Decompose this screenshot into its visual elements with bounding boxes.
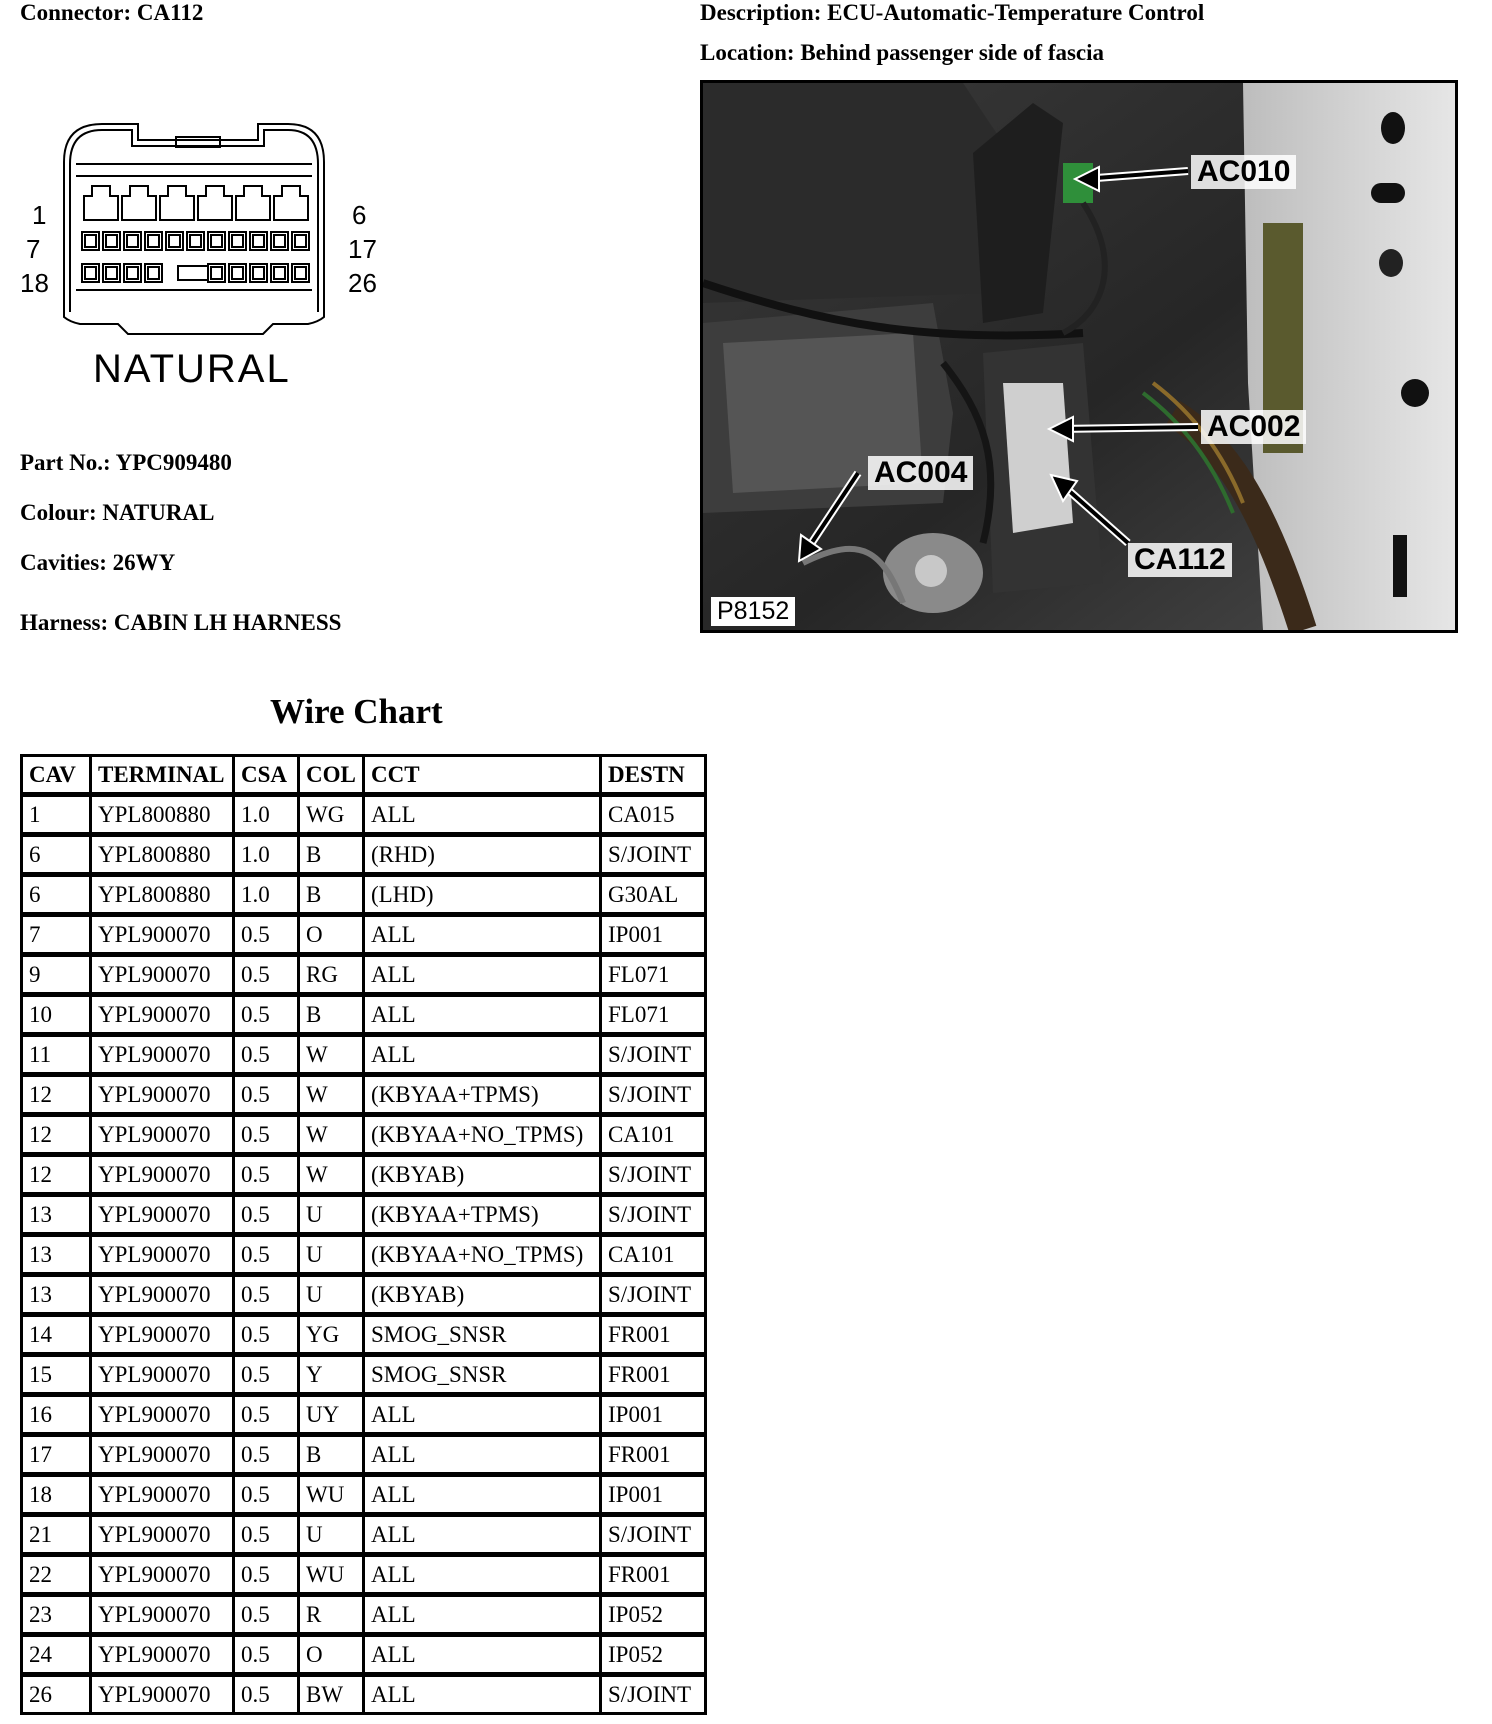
pin-label-6: 6	[352, 200, 367, 230]
table-row	[23, 1557, 704, 1597]
cavity-large	[236, 186, 270, 220]
table-row	[23, 1677, 704, 1712]
cell-terminal: YPL900070	[92, 1077, 235, 1117]
cell-cct: SMOG_SNSR	[365, 1357, 602, 1397]
cell-col: BW	[300, 1677, 365, 1712]
cell-destn: IP001	[602, 1397, 704, 1437]
cavities-line	[20, 550, 175, 576]
cell-destn: S/JOINT	[602, 837, 704, 877]
cell-cct: ALL	[365, 1597, 602, 1637]
cell-terminal: YPL900070	[92, 1597, 235, 1637]
cell-destn: FR001	[602, 1317, 704, 1357]
part-no-line	[20, 450, 232, 476]
cell-csa: 0.5	[235, 1117, 300, 1157]
cell-cct: ALL	[365, 957, 602, 997]
cell-csa: 0.5	[235, 1197, 300, 1237]
cell-cav: 12	[23, 1077, 92, 1117]
cell-csa: 0.5	[235, 1557, 300, 1597]
cell-cav: 21	[23, 1517, 92, 1557]
cell-terminal: YPL800880	[92, 837, 235, 877]
cell-csa: 1.0	[235, 797, 300, 837]
cavity-small-inner	[232, 235, 243, 247]
cell-terminal: YPL900070	[92, 1037, 235, 1077]
cell-cav: 13	[23, 1197, 92, 1237]
cell-terminal: YPL900070	[92, 997, 235, 1037]
cell-cav: 6	[23, 837, 92, 877]
callout-ac010: AC010	[1191, 155, 1296, 189]
cell-cct: (RHD)	[365, 837, 602, 877]
cell-destn: S/JOINT	[602, 1037, 704, 1077]
cell-destn: S/JOINT	[602, 1197, 704, 1237]
cell-destn: FR001	[602, 1357, 704, 1397]
table-row	[23, 837, 704, 877]
description-label: Description:	[700, 0, 822, 25]
cavity-small-inner	[253, 235, 264, 247]
cavity-small-inner	[169, 235, 180, 247]
cell-destn: IP001	[602, 1477, 704, 1517]
cavity-large	[84, 186, 118, 220]
cell-destn: IP052	[602, 1637, 704, 1677]
table-row	[23, 917, 704, 957]
cavity-small-inner	[253, 267, 264, 279]
cell-col: WU	[300, 1557, 365, 1597]
cell-csa: 0.5	[235, 1517, 300, 1557]
cavity-small-inner	[106, 235, 117, 247]
cell-cct: ALL	[365, 1037, 602, 1077]
cell-cct: SMOG_SNSR	[365, 1317, 602, 1357]
description-line	[700, 0, 1204, 26]
cell-cav: 6	[23, 877, 92, 917]
cell-cav: 26	[23, 1677, 92, 1712]
cell-cct: ALL	[365, 1557, 602, 1597]
cell-col: U	[300, 1197, 365, 1237]
cell-terminal: YPL900070	[92, 1277, 235, 1317]
cell-cct: (KBYAB)	[365, 1277, 602, 1317]
cell-csa: 0.5	[235, 1677, 300, 1712]
cell-col: U	[300, 1517, 365, 1557]
cell-csa: 0.5	[235, 1237, 300, 1277]
column-header-col: COL	[300, 757, 365, 797]
cell-col: UY	[300, 1397, 365, 1437]
cell-destn: S/JOINT	[602, 1517, 704, 1557]
connector-face-diagram	[18, 112, 398, 392]
cell-cct: (KBYAA+TPMS)	[365, 1197, 602, 1237]
cell-cct: ALL	[365, 997, 602, 1037]
cell-csa: 1.0	[235, 877, 300, 917]
cell-destn: IP001	[602, 917, 704, 957]
cell-cav: 17	[23, 1437, 92, 1477]
cell-csa: 1.0	[235, 837, 300, 877]
cell-cct: ALL	[365, 917, 602, 957]
cell-cct: ALL	[365, 797, 602, 837]
table-row	[23, 877, 704, 917]
cell-cct: ALL	[365, 1397, 602, 1437]
pin-label-26: 26	[348, 268, 377, 298]
cell-csa: 0.5	[235, 1437, 300, 1477]
cell-cav: 23	[23, 1597, 92, 1637]
cell-col: B	[300, 877, 365, 917]
table-row	[23, 997, 704, 1037]
cell-cct: (LHD)	[365, 877, 602, 917]
cavity-large	[198, 186, 232, 220]
cavity-small-inner	[274, 267, 285, 279]
table-row	[23, 957, 704, 997]
cell-terminal: YPL900070	[92, 1117, 235, 1157]
cavity-small-inner	[148, 235, 159, 247]
cell-cav: 15	[23, 1357, 92, 1397]
location-photo-illustration	[703, 83, 1455, 630]
cell-destn: S/JOINT	[602, 1277, 704, 1317]
cell-csa: 0.5	[235, 917, 300, 957]
cell-terminal: YPL900070	[92, 1677, 235, 1712]
table-row	[23, 1357, 704, 1397]
connector-value: CA112	[136, 0, 204, 25]
colour-label: Colour:	[20, 500, 97, 525]
cell-cct: ALL	[365, 1437, 602, 1477]
cell-cav: 24	[23, 1637, 92, 1677]
table-row	[23, 1077, 704, 1117]
cell-cct: (KBYAB)	[365, 1157, 602, 1197]
cavity-small-inner	[211, 235, 222, 247]
cell-cav: 12	[23, 1157, 92, 1197]
cell-col: Y	[300, 1357, 365, 1397]
pin-label-7: 7	[26, 234, 41, 264]
cell-terminal: YPL800880	[92, 877, 235, 917]
cell-destn: CA101	[602, 1117, 704, 1157]
cell-cct: (KBYAA+NO_TPMS)	[365, 1117, 602, 1157]
harness-label: Harness:	[20, 610, 109, 635]
cell-csa: 0.5	[235, 1037, 300, 1077]
cell-destn: S/JOINT	[608, 1681, 692, 1707]
table-row	[23, 1277, 704, 1317]
cell-terminal: YPL900070	[92, 1357, 235, 1397]
cell-cav: 7	[23, 917, 92, 957]
wire-chart-table	[20, 754, 707, 1715]
cell-col: W	[300, 1117, 365, 1157]
cell-cav: 14	[23, 1317, 92, 1357]
cell-terminal: YPL900070	[92, 957, 235, 997]
cell-cav: 12	[23, 1117, 92, 1157]
description-value: ECU-Automatic-Temperature Control	[827, 0, 1205, 25]
table-row	[23, 797, 704, 837]
cavities-value: 26WY	[112, 550, 176, 575]
cell-csa: 0.5	[235, 1597, 300, 1637]
wire-chart-title: Wire Chart	[270, 692, 443, 731]
table-row	[23, 1517, 704, 1557]
cell-destn: G30AL	[602, 877, 704, 917]
cell-col: YG	[300, 1317, 365, 1357]
part-no-value: YPC909480	[115, 450, 232, 475]
cell-csa: 0.5	[235, 957, 300, 997]
table-row	[23, 1397, 704, 1437]
column-header-cav: CAV	[23, 757, 92, 797]
cell-terminal: YPL900070	[92, 1637, 235, 1677]
cavity-small-inner	[211, 267, 222, 279]
cell-col: W	[300, 1157, 365, 1197]
cell-csa: 0.5	[235, 1317, 300, 1357]
cell-cav: 18	[23, 1477, 92, 1517]
harness-value: CABIN LH HARNESS	[113, 610, 342, 635]
cell-terminal: YPL900070	[92, 1317, 235, 1357]
column-header-cct: CCT	[365, 757, 602, 797]
cell-destn: IP052	[602, 1597, 704, 1637]
cell-cct: (KBYAA+NO_TPMS)	[365, 1237, 602, 1277]
pin-label-17: 17	[348, 234, 377, 264]
cell-cct: ALL	[365, 1637, 602, 1677]
cell-col: U	[300, 1277, 365, 1317]
table-row	[23, 1197, 704, 1237]
cavity-small-inner	[127, 235, 138, 247]
table-row	[23, 1477, 704, 1517]
cell-csa: 0.5	[235, 997, 300, 1037]
cell-cct: ALL	[365, 1477, 602, 1517]
cell-col: W	[300, 1037, 365, 1077]
cell-cav: 13	[23, 1237, 92, 1277]
cell-cav: 11	[23, 1037, 92, 1077]
location-line	[700, 40, 1104, 66]
table-row	[23, 1037, 704, 1077]
cell-destn: FL071	[602, 957, 704, 997]
location-value: Behind passenger side of fascia	[800, 40, 1105, 65]
table-row	[23, 1117, 704, 1157]
cell-cct: ALL	[365, 1677, 602, 1712]
cavity-small-inner	[85, 267, 96, 279]
cell-terminal: YPL900070	[92, 1477, 235, 1517]
column-header-terminal: TERMINAL	[92, 757, 235, 797]
cell-cav: 1	[23, 797, 92, 837]
colour-value: NATURAL	[102, 500, 215, 525]
table-row	[23, 1437, 704, 1477]
cell-csa: 0.5	[235, 1157, 300, 1197]
table-row	[23, 1237, 704, 1277]
pin-label-18: 18	[20, 268, 49, 298]
cavity-large	[122, 186, 156, 220]
cell-terminal: YPL900070	[92, 1517, 235, 1557]
cavity-small-inner	[148, 267, 159, 279]
cavity-small-inner	[295, 235, 306, 247]
cell-cav: 9	[23, 957, 92, 997]
table-row	[23, 1597, 704, 1637]
cell-csa: 0.5	[235, 1397, 300, 1437]
wire-chart-body	[23, 797, 704, 1712]
pin-label-1: 1	[32, 200, 47, 230]
cell-terminal: YPL900070	[92, 1197, 235, 1237]
cell-col: W	[300, 1077, 365, 1117]
location-photo	[700, 80, 1458, 633]
part-no-label: Part No.:	[20, 450, 111, 475]
cell-destn: S/JOINT	[602, 1077, 704, 1117]
column-header-destn: DESTN	[602, 757, 704, 797]
cell-col: B	[300, 997, 365, 1037]
callout-ac002: AC002	[1201, 410, 1306, 444]
cell-col: U	[300, 1237, 365, 1277]
connector-colour-caption: NATURAL	[93, 347, 291, 391]
column-header-csa: CSA	[235, 757, 300, 797]
cell-col: WG	[300, 797, 365, 837]
cell-destn: CA015	[602, 797, 704, 837]
table-row	[23, 1637, 704, 1677]
cell-col: WU	[300, 1477, 365, 1517]
cell-cct: ALL	[365, 1517, 602, 1557]
location-label: Location:	[700, 40, 795, 65]
cavity-large	[274, 186, 308, 220]
callout-ca112: CA112	[1128, 543, 1232, 577]
cell-destn: FR001	[602, 1437, 704, 1477]
cell-terminal: YPL900070	[92, 917, 235, 957]
colour-line	[20, 500, 214, 526]
cell-col: O	[300, 1637, 365, 1677]
cell-csa: 0.5	[235, 1477, 300, 1517]
cell-cct: (KBYAA+TPMS)	[365, 1077, 602, 1117]
cell-col: B	[300, 837, 365, 877]
cell-destn: FR001	[602, 1557, 704, 1597]
cavity-small-inner	[190, 235, 201, 247]
connector-label: Connector:	[20, 0, 132, 25]
table-row	[23, 1317, 704, 1357]
cell-cav: 16	[23, 1397, 92, 1437]
cell-csa: 0.5	[235, 1357, 300, 1397]
cell-csa: 0.5	[235, 1637, 300, 1677]
cavity-small-inner	[232, 267, 243, 279]
table-row	[23, 1157, 704, 1197]
cell-destn: S/JOINT	[602, 1157, 704, 1197]
cavities-label: Cavities:	[20, 550, 107, 575]
photo-reference: P8152	[711, 597, 795, 626]
harness-line	[20, 610, 341, 636]
cavity-large	[160, 186, 194, 220]
cell-destn: FL071	[602, 997, 704, 1037]
cell-terminal: YPL900070	[92, 1437, 235, 1477]
cell-cav: 13	[23, 1277, 92, 1317]
connector-line	[20, 0, 203, 26]
cell-csa: 0.5	[235, 1077, 300, 1117]
cell-cav: 10	[23, 997, 92, 1037]
cell-terminal: YPL800880	[92, 797, 235, 837]
cell-terminal: YPL900070	[92, 1397, 235, 1437]
cell-destn: CA101	[602, 1237, 704, 1277]
wire-chart-header-row	[23, 757, 704, 797]
cell-col: B	[300, 1437, 365, 1477]
cavity-small-inner	[106, 267, 117, 279]
cell-col: O	[300, 917, 365, 957]
cavity-small-inner	[274, 235, 285, 247]
cell-terminal: YPL900070	[92, 1157, 235, 1197]
cell-col: RG	[300, 957, 365, 997]
cell-csa: 0.5	[235, 1277, 300, 1317]
cell-terminal: YPL900070	[92, 1237, 235, 1277]
cell-terminal: YPL900070	[92, 1557, 235, 1597]
cavity-small-inner	[85, 235, 96, 247]
cell-cav: 22	[23, 1557, 92, 1597]
cavity-small-inner	[295, 267, 306, 279]
callout-ac004: AC004	[868, 456, 973, 490]
cavity-small-inner	[127, 267, 138, 279]
cell-col: R	[300, 1597, 365, 1637]
